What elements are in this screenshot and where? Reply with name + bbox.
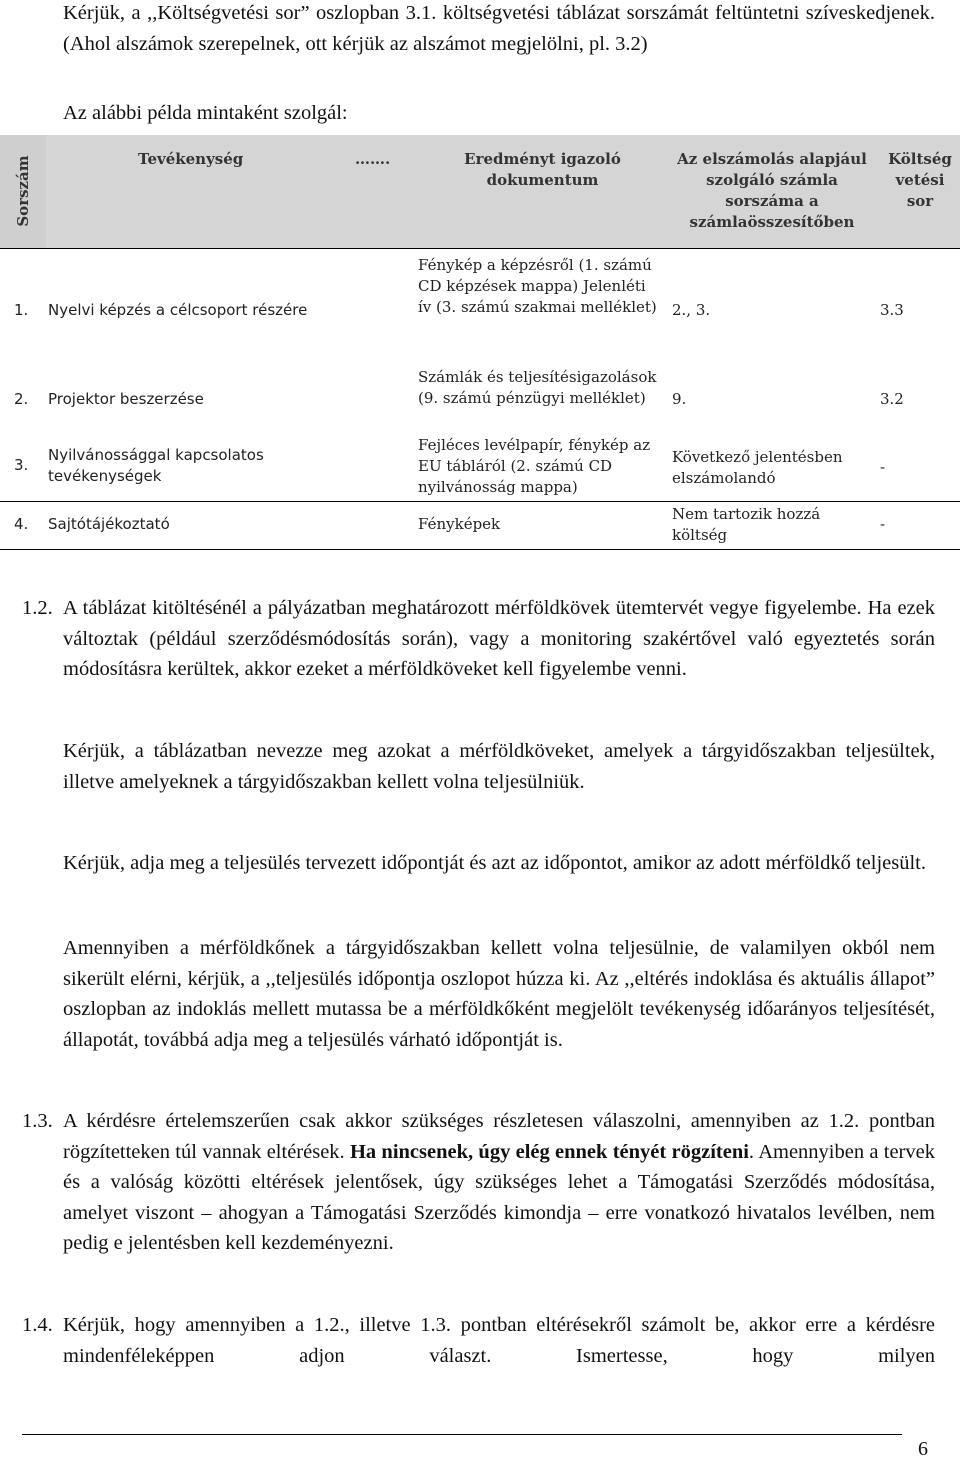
- section-1-3-text-b: . Amennyiben a tervek és a valóság közötti eltérések jelentősek, úgy szükséges lehet a Támogatási Szerződés módosítása, amelyet viszont – ahogyan a Támogatási Szerződés kimondja – erre vonatkozó hivatalos levélben, nem pedig e jelentésben kell kezdeményezni.: [63, 1140, 935, 1254]
- row2-activity: Projektor beszerzése: [48, 390, 204, 408]
- row3-doc: Fejléces levélpapír, fénykép az EU tábláról (2. számú CD nyilvánosság mappa): [418, 436, 651, 496]
- header-dots: …….: [355, 150, 391, 168]
- section-1-3-paragraph: [63, 1106, 935, 1259]
- example-table: [0, 135, 960, 555]
- section-1-3-text-a: A kérdésre értelemszerűen csak akkor szükséges részletesen válaszolni, amennyiben az 1.2. pontban rögzítetteken túl vannak eltérések.: [63, 1110, 935, 1163]
- header-koltseg: Költség vetési sor: [888, 150, 952, 210]
- section-1-2-para-3: Kérjük, adja meg a teljesülés tervezett időpontját és azt az időpontot, amikor az adott mérföldkő teljesült.: [63, 852, 926, 874]
- row3-activity: Nyilvánossággal kapcsolatos tevékenységek: [48, 446, 264, 485]
- header-tevekenyseg: Tevékenység: [138, 150, 244, 168]
- section-1-2-number: 1.2.: [22, 597, 53, 619]
- row1-activity: Nyelvi képzés a célcsoport részére: [48, 301, 308, 319]
- section-1-4-paragraph: Kérjük, hogy amennyiben a 1.2., illetve 1.3. pontban eltérésekről számolt be, akkor erre a kérdésre mindenféleképpen adjon választ. Ismertesse, hogy milyen: [63, 1314, 935, 1367]
- row1-doc: Fénykép a képzésről (1. számú CD képzések mappa) Jelenléti ív (3. számú szakmai melléklet): [418, 256, 657, 316]
- row1-num: 1.: [14, 301, 29, 319]
- footer-rule: [22, 1434, 902, 1435]
- section-1-4-number: 1.4.: [22, 1314, 53, 1336]
- section-1-2-para-4: Amennyiben a mérföldkőnek a tárgyidőszakban kellett volna teljesülnie, de valamilyen okból nem sikerült elérni, kérjük, a ,,teljesülés időpontja oszlopot húzza ki. Az ,,eltérés indoklása és aktuális állapot” oszlopban az indoklás mellett mutassa be a mérföldkőként megjelölt tevékenység időarányos teljesítését, állapotát, továbbá adja meg a teljesülés várható időpontját is.: [63, 937, 935, 1051]
- row1-budget: 3.3: [880, 301, 904, 319]
- row2-num: 2.: [14, 390, 29, 408]
- table-row-rule: [0, 501, 960, 502]
- row2-doc: Számlák és teljesítésigazolások (9. számú pénzügyi melléklet): [418, 368, 657, 407]
- table-header: [0, 135, 960, 248]
- header-dokumentum: Eredményt igazoló dokumentum: [464, 150, 621, 189]
- page-number: 6: [918, 1438, 928, 1460]
- section-1-2-para-1: A táblázat kitöltésénél a pályázatban meghatározott mérföldkövek ütemtervét vegye figyelembe. Ha ezek változtak (például szerződésmódosítás során), vagy a monitoring szakértővel való egyeztetés során módosításra kerültek, akkor ezeket a mérföldköveket kell figyelembe venni.: [63, 597, 935, 680]
- section-1-2-para-2: Kérjük, a táblázatban nevezze meg azokat a mérföldköveket, amelyek a tárgyidőszakban teljesültek, illetve amelyeknek a tárgyidőszakban kellett volna teljesülniük.: [63, 740, 935, 793]
- row4-doc: Fényképek: [418, 515, 501, 533]
- section-1-3-number: 1.3.: [22, 1110, 53, 1132]
- row4-num: 4.: [14, 515, 29, 533]
- row2-invoice: 9.: [672, 390, 687, 408]
- header-sorszam: Sorszám: [14, 155, 32, 227]
- row3-invoice: Következő jelentésben elszámolandó: [672, 448, 843, 487]
- header-szamla: Az elszámolás alapjául szolgáló számla sorszáma a számlaösszesítőben: [677, 150, 867, 231]
- section-1-3-bold: Ha nincsenek, úgy elég ennek tényét rögzíteni: [349, 1140, 749, 1163]
- row4-activity: Sajtótájékoztató: [48, 515, 170, 533]
- row3-num: 3.: [14, 456, 29, 474]
- row3-budget: -: [880, 458, 886, 476]
- intro-paragraph: Kérjük, a ,,Költségvetési sor” oszlopban 3.1. költségvetési táblázat sorszámát feltüntetni szíveskedjenek. (Ahol alszámok szerepelnek, ott kérjük az alszámot megjelölni, pl. 3.2): [63, 2, 935, 55]
- header-sorszam-cell: [0, 135, 46, 248]
- row1-invoice: 2., 3.: [672, 301, 711, 319]
- row2-budget: 3.2: [880, 390, 904, 408]
- table-header-rule: [0, 248, 960, 249]
- row4-budget: -: [880, 515, 886, 533]
- example-intro: Az alábbi példa mintaként szolgál:: [63, 102, 348, 124]
- table-bottom-rule: [0, 549, 960, 550]
- row4-invoice: Nem tartozik hozzá költség: [672, 505, 821, 544]
